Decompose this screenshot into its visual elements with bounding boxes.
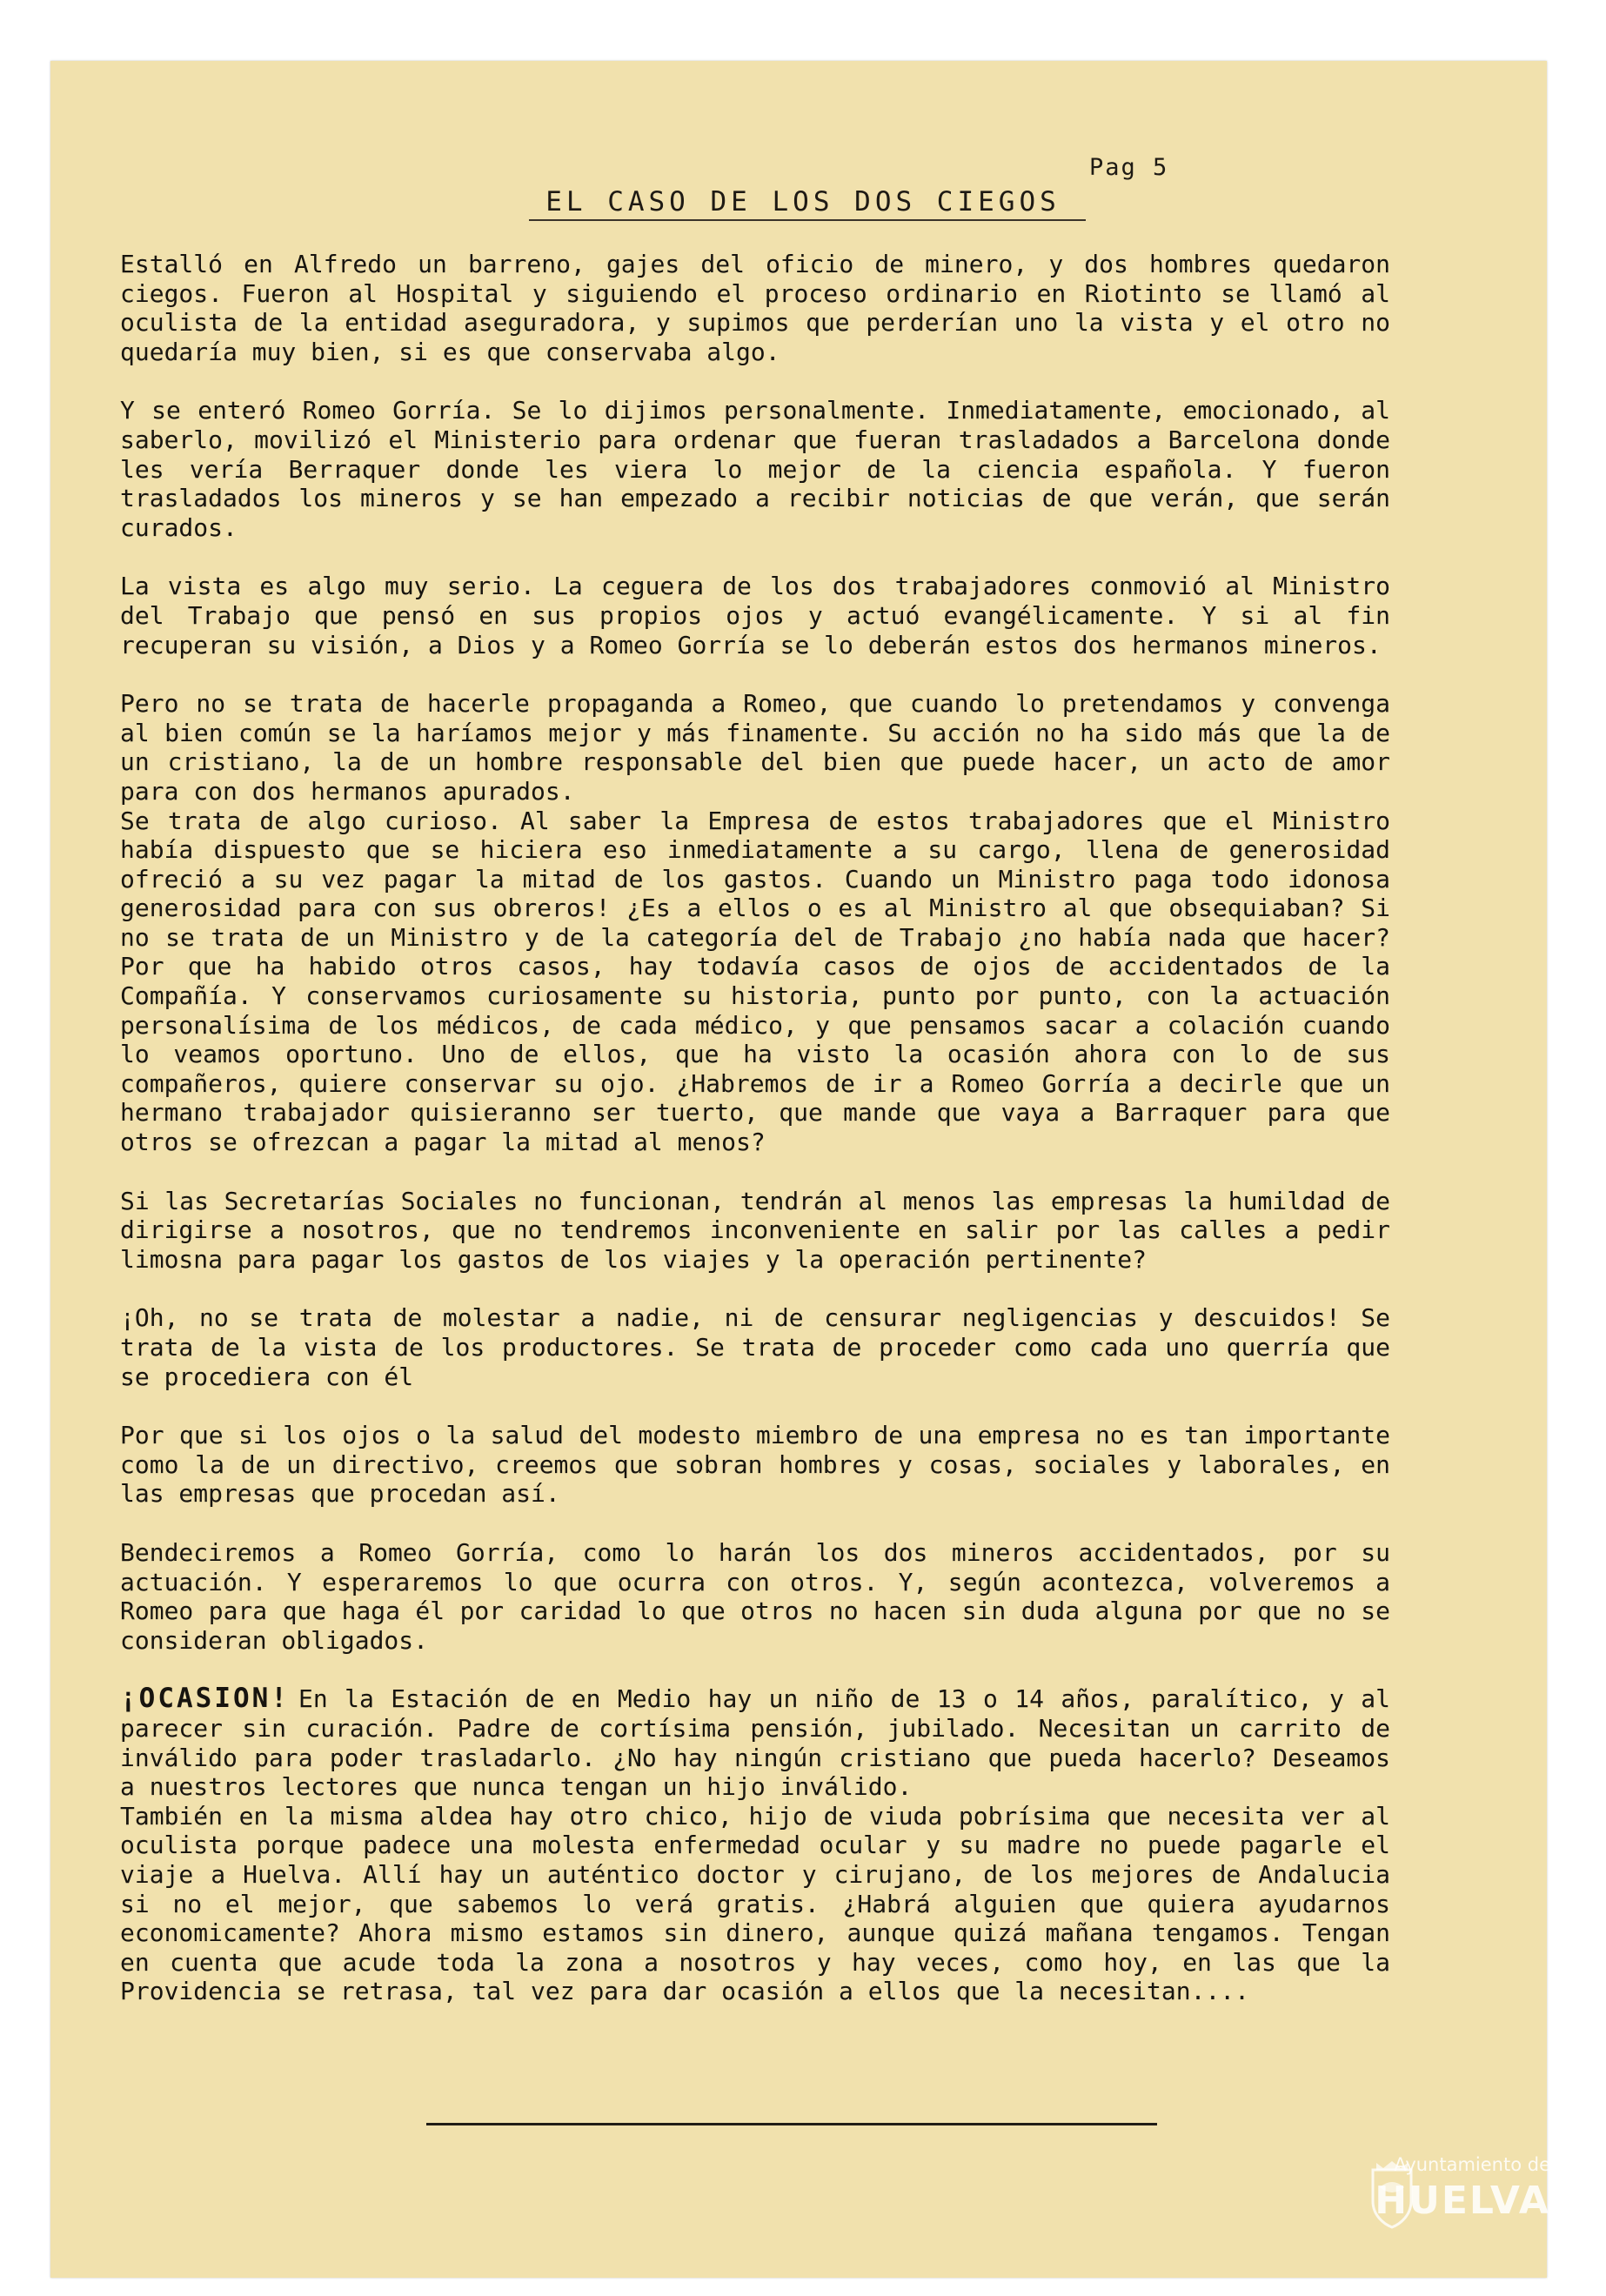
ocasion-paragraph-2: También en la misma aldea hay otro chico, hijo de viuda pobrísima que necesita ver al oculista porque padece una molesta enfermedad ocular y su madre no puede pagarle el viaje a Huelva. Allí hay un auténtico doctor y cirujano, de los mejores de Andalucia si no el mejor, que sabemos lo verá gratis. ¿Habrá alguien que quiera ayudarnos economicamente? Ahora mismo estamos sin dinero, aunque quizá mañana tengamos. Tengan en cuenta que acude toda la zona a nosotros y hay veces, como hoy, en las que la Providencia se retrasa, tal vez para dar ocasión a ellos que la necesitan.... xyxy=(120,1801,1390,2006)
title-underline xyxy=(529,219,1086,221)
paragraph: La vista es algo muy serio. La ceguera de los dos trabajadores conmovió al Ministro del Trabajo que pensó en sus propios ojos y actuó evangélicamente. Y si al fin recuperan su visión, a Dios y a Romeo Gorría se lo deberán estos dos hermanos mineros. xyxy=(120,572,1390,659)
paragraph: Y se enteró Romeo Gorría. Se lo dijimos personalmente. Inmediatamente, emocionado, al saberlo, movilizó el Ministerio para ordenar que fueran trasladados a Barcelona donde les vería Berraquer donde les viera lo mejor de la ciencia española. Y fueron trasladados los mineros y se han empezado a recibir noticias de que verán, que serán curados. xyxy=(120,396,1390,542)
paragraph: Si las Secretarías Sociales no funcionan, tendrán al menos las empresas la humildad de dirigirse a nosotros, que no tendremos inconveniente en salir por las calles a pedir limosna para pagar los gastos de los viajes y la operación pertinente? xyxy=(120,1186,1390,1274)
paragraph: ¡Oh, no se trata de molestar a nadie, ni de censurar negligencias y descuidos! Se trata de la vista de los productores. Se trata de proceder como cada uno querría que se procediera con él xyxy=(120,1303,1390,1391)
paragraph: Pero no se trata de hacerle propaganda a Romeo, que cuando lo pretendamos y convenga al bien común se la haríamos mejor y más finamente. Su acción no ha sido más que la de un cristiano, la de un hombre responsable del bien que puede hacer, un acto de amor para con dos hermanos apurados. xyxy=(120,689,1390,806)
paragraph: Bendeciremos a Romeo Gorría, como lo harán los dos mineros accidentados, por su actuación. Y esperaremos lo que ocurra con otros. Y, según acontezca, volveremos a Romeo para que haga él por caridad lo que otros no hacen sin duda alguna por que no se consideran obligados. xyxy=(120,1537,1390,1655)
paragraph: Estalló en Alfredo un barreno, gajes del oficio de minero, y dos hombres quedaron ciegos. Fueron al Hospital y siguiendo el proceso ordinario en Riotinto se llamó al oculista de la entidad aseguradora, y supimos que perderían uno la vista y el otro no quedaría muy bien, si es que conservaba algo. xyxy=(120,250,1390,366)
archive-watermark xyxy=(1368,2149,1559,2253)
page-number: Pag 5 xyxy=(1089,154,1169,181)
ocasion-heading: ¡OCASION! xyxy=(120,1683,290,1715)
watermark-line1: Ayuntamiento de xyxy=(1394,2154,1550,2175)
bottom-rule xyxy=(426,2123,1157,2125)
watermark-line2: HUELVA xyxy=(1375,2179,1550,2223)
page-title: EL CASO DE LOS DOS CIEGOS xyxy=(545,186,1061,218)
ocasion-paragraph xyxy=(120,1684,1390,1801)
ocasion-text: En la Estación de en Medio hay un niño de 13 o 14 años, paralítico, y al parecer sin curación. Padre de cortísima pensión, jubilado. Necesitan un carrito de inválido para poder trasladarlo. ¿No hay ningún cristiano que pueda hacerlo? Deseamos a nuestros lectores que nunca tengan un hijo inválido. xyxy=(120,1684,1390,1802)
paragraph: Se trata de algo curioso. Al saber la Empresa de estos trabajadores que el Ministro había dispuesto que se hiciera eso inmediatamente a su cargo, llena de generosidad ofreció a su vez pagar la mitad de los gastos. Cuando un Ministro paga todo idonosa generosidad para con sus obreros! ¿Es a ellos o es al Ministro al que obsequiaban? Si no se trata de un Ministro y de la categoría del de Trabajo ¿no había nada que hacer? Por que ha habido otros casos, hay todavía casos de ojos de accidentados de la Compañía. Y conservamos curiosamente su historia, punto por punto, con la actuación personalísima de los médicos, de cada médico, y que pensamos sacar a colación cuando lo veamos oportuno. Uno de ellos, que ha visto la ocasión ahora con lo de sus compañeros, quiere conservar su ojo. ¿Habremos de ir a Romeo Gorría a decirle que un hermano trabajador quisieranno ser tuerto, que mande que vaya a Barraquer para que otros se ofrezcan a pagar la mitad al menos? xyxy=(120,806,1390,1157)
article-body xyxy=(120,250,1390,2006)
paragraph: Por que si los ojos o la salud del modesto miembro de una empresa no es tan importante como la de un directivo, creemos que sobran hombres y cosas, sociales y laborales, en las empresas que procedan así. xyxy=(120,1421,1390,1509)
